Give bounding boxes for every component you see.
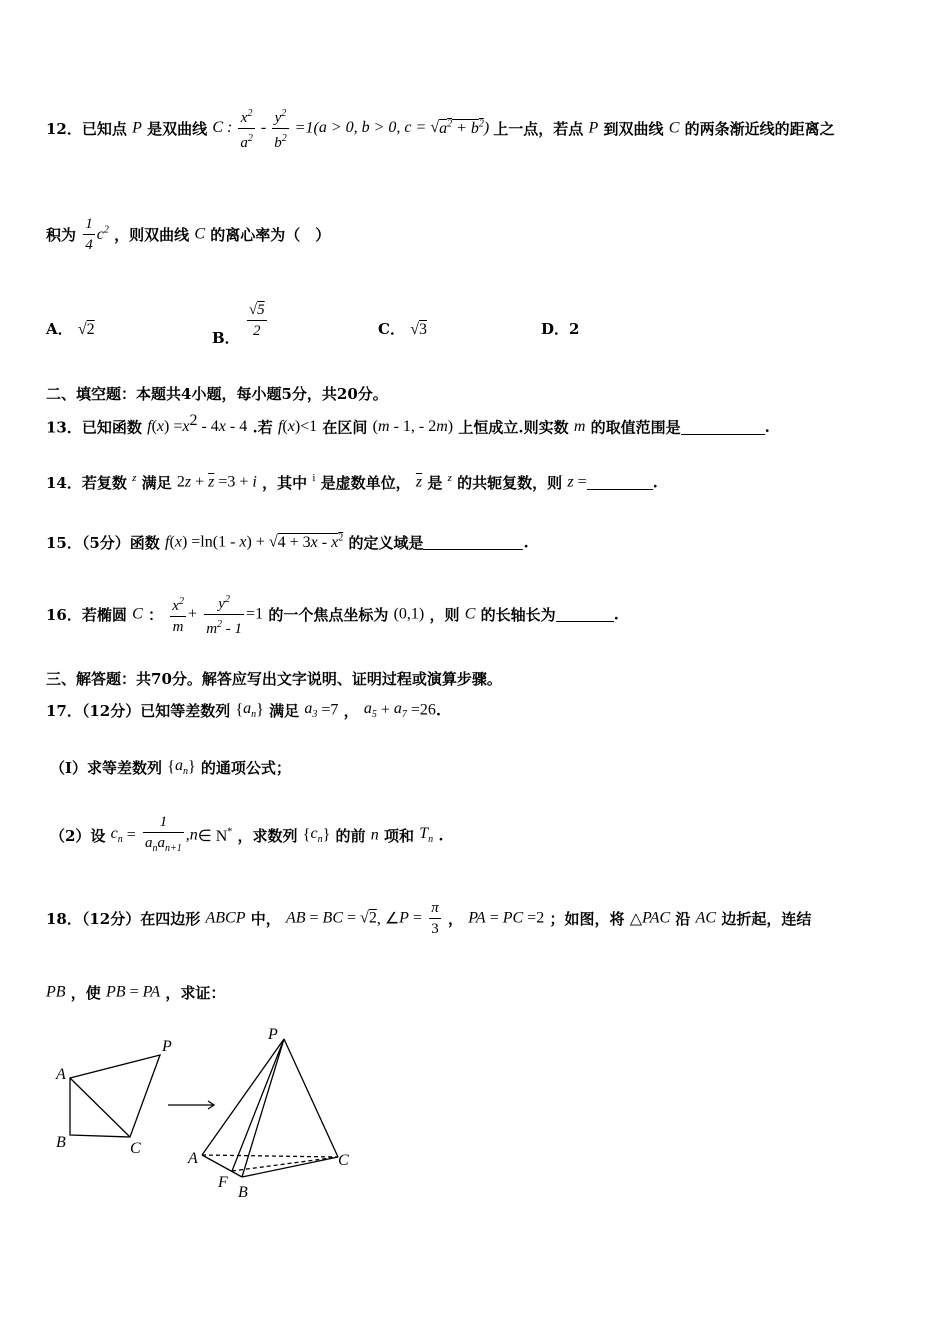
label-C-left: C [130,1140,141,1157]
q12-text-b: 是双曲线 [147,120,208,138]
geometry-figure [46,1025,376,1205]
q17-part1: （I）求等差数列 $\{a_n\}$ 的通项公式； [50,757,291,778]
label-B-left: B [56,1134,66,1151]
q12-text-e: 的两条渐近线的距离之 [684,120,835,138]
q12-text-h: 的离心率为（ ） [210,226,331,244]
q18-line2: PB ，使 PB = PA ，求证： [46,983,226,1002]
q12-line1: 12．已知点 P 是双曲线 C : $\frac{x^2}{a^2}$ - $\frac{y^2}{b^2}$ =1(a > 0, b > 0, $c = √a^2 + b^2$) 上一点，若点 P 到双曲线 C 的两条渐近线的距离之 [46,104,835,153]
q15: 15．（5分）函数 $f(x) =\ln(1 - x) + √4 + 3x - x^2$ 的定义域是 . [46,532,529,552]
section2-heading: 二、填空题：本题共4小题，每小题5分，共20分。 [46,385,388,403]
folded-pyramid [202,1039,338,1177]
q16: 16．若椭圆 C ： $\frac{x^2}{m}$ + $\frac{y^2}{m^2 - 1}$ =1 的一个焦点坐标为 (0,1) ，则 C 的长轴长为 . [46,590,619,639]
q18-line1: 18．（12分）在四边形 ABCP 中， AB = BC = √2, ∠P = $\frac{\pi}{3}$ ， PA = PC =2 ；如图，将 △PAC 沿 AC 边折起，连结 [46,900,812,937]
q12-text-f: 积为 [46,226,77,244]
q17-part2: （2）设 $c_n$ = $\frac{1}{a_na_{n+1}}$ ,n∈ N* ，求数列 $\{c_n\}$ 的前 n 项和 $T_n$ . [50,814,444,854]
q13: 13．已知函数 $f(x) =x^2 - 4x - 4$ .若 f(x)<1 在区间 (m - 1, - 2m) 上恒成立.则实数 m 的取值范围是 . [46,412,770,437]
label-A-left: A [56,1066,66,1083]
option-d: D．2 [541,320,580,338]
q12-line2: 积为 $\frac{1}{4}$ $c^2$ ，则双曲线 C 的离心率为（ ） [46,216,331,253]
label-A-right: A [188,1150,198,1167]
option-b: B． $\frac{√5}{2}$ [212,302,265,347]
label-C-right: C [338,1152,349,1169]
fold-arrow [168,1101,214,1109]
q14: 14．若复数 $^z$ 满足 $2z + \overline{z} =3 + i$ ，其中 $^i$ 是虚数单位， $\overline{z}$ 是 $^z$ 的共轭复数，则 z = . [46,472,658,492]
option-c: C． √3 [378,320,427,338]
label-P-right: P [268,1026,278,1043]
q12-text-a: 12．已知点 [46,120,127,138]
q12-text-d: 到双曲线 [603,120,664,138]
option-a: A． √2 [46,320,95,338]
hyperbola-equation: C : $\frac{x^2}{a^2}$ - $\frac{y^2}{b^2}$ =1(a > 0, b > 0, $c = √a^2 + b^2$) [212,119,493,136]
label-F-right: F [218,1174,228,1191]
q12-text-c: 上一点，若点 [493,120,584,138]
label-P-left: P [162,1038,172,1055]
math-P: P [132,119,142,137]
q12-text-g: ，则双曲线 [114,226,190,244]
label-B-right: B [238,1184,248,1201]
q17: 17．（12分）已知等差数列 $\{a_n\}$ 满足 $a_3 =7$ ， $a_5 + a_7 =26$. [46,700,442,721]
section3-heading: 三、解答题：共70分。解答应写出文字说明、证明过程或演算步骤。 [46,670,502,688]
planar-quadrilateral [70,1055,160,1137]
fraction-quarter-c2: $\frac{1}{4}$ [85,216,93,253]
